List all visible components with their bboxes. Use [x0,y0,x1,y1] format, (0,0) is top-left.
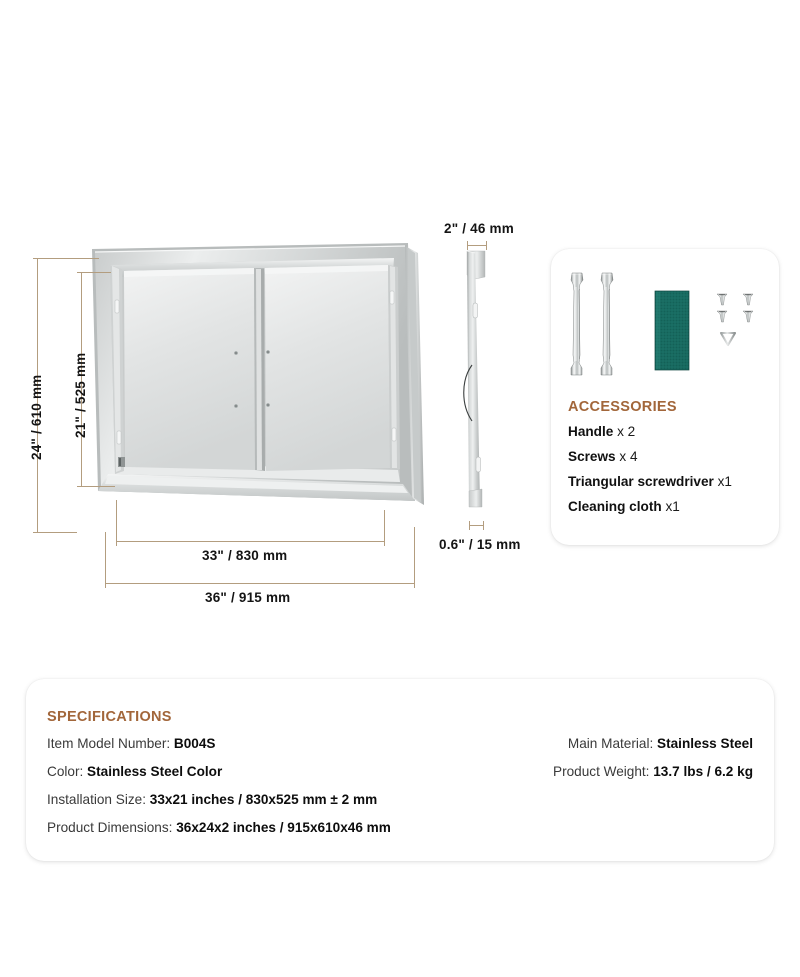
accessory-name: Cleaning cloth [568,499,662,514]
spec-label: Color: [47,764,84,779]
spec-label: Product Weight: [553,764,650,779]
spec-value: 36x24x2 inches / 915x610x46 mm [176,820,391,835]
dimension-label-height-inner: 21" / 525 mm [73,352,88,438]
screws-icon [717,294,753,322]
accessory-name: Triangular screwdriver [568,474,714,489]
spec-label: Installation Size: [47,792,146,807]
spec-row-main-material [453,736,753,751]
dimension-line-width-outer [105,583,414,584]
dimension-extension-line [81,486,115,487]
accessories-images [551,267,779,392]
accessories-list [568,424,768,524]
dimension-label-depth-top: 2" / 46 mm [444,221,514,236]
dimension-extension-line [37,532,77,533]
dimension-extension-line [81,272,111,273]
dimension-line-depth-bottom [469,525,483,526]
dimension-label-width-inner: 33" / 830 mm [202,548,288,563]
dimension-extension-line [414,527,415,583]
spec-value: B004S [173,736,216,751]
product-image-side-profile [455,245,525,530]
dimension-extension-line [37,258,99,259]
specifications-right-column [453,736,753,792]
spec-value: Stainless Steel [657,736,753,751]
list-item [568,449,768,464]
accessories-heading: ACCESSORIES [568,399,677,415]
list-item [568,499,768,514]
dimension-extension-line [384,510,385,541]
spec-label: Main Material: [567,736,654,751]
dimension-extension-line [105,532,106,583]
accessory-qty: x1 [665,499,680,514]
handle-icon [601,273,613,375]
spec-row-color [47,764,517,779]
spec-row-product-weight [453,764,753,779]
dimension-tick [483,521,484,530]
spec-row-item-model-number [47,736,517,751]
accessory-name: Screws [568,449,616,464]
accessory-qty: x 4 [619,449,638,464]
dimension-tick [467,241,468,250]
accessory-name: Handle [568,424,614,439]
product-image-double-access-door [88,243,426,538]
specifications-left-column [47,736,517,848]
triangular-screwdriver-icon [721,333,735,373]
spec-value: 13.7 lbs / 6.2 kg [653,764,753,779]
accessory-qty: x 2 [617,424,636,439]
dimension-label-height-outer: 24" / 610 mm [29,374,44,460]
dimension-tick [469,521,470,530]
accessory-qty: x1 [717,474,732,489]
spec-row-product-dimensions [47,820,517,835]
spec-value: 33x21 inches / 830x525 mm ± 2 mm [149,792,378,807]
dimension-label-width-outer: 36" / 915 mm [205,590,291,605]
list-item [568,474,768,489]
spec-label: Product Dimensions: [47,820,173,835]
dimension-tick [486,241,487,250]
specifications-heading: SPECIFICATIONS [47,709,172,725]
specifications-card [26,679,774,861]
spec-label: Item Model Number: [47,736,171,751]
spec-value: Stainless Steel Color [87,764,223,779]
list-item [568,424,768,439]
accessories-card [551,249,779,545]
dimension-extension-line [116,500,117,541]
handle-icon [571,273,583,375]
dimension-line-width-inner [116,541,384,542]
cleaning-cloth-icon [655,291,689,370]
spec-row-installation-size [47,792,517,807]
dimension-line-depth-top [467,245,486,246]
dimension-label-depth-bottom: 0.6" / 15 mm [439,537,521,552]
